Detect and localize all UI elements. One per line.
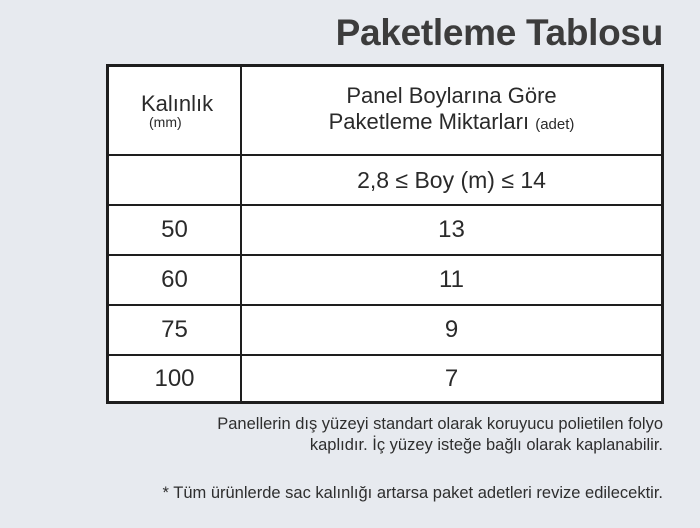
surface-note: [217, 414, 663, 456]
header-thickness-label: Kalınlık: [141, 90, 214, 116]
footnote: * Tüm ürünlerde sac kalınlığı artarsa paket adetleri revize edilecektir.: [162, 484, 663, 502]
header-quantity-line2-wrap: [329, 109, 575, 138]
table-row: [109, 204, 661, 254]
thickness-value: 60: [109, 256, 242, 304]
thickness-value: 75: [109, 306, 242, 354]
table-header-row: [109, 67, 661, 154]
thickness-value: 50: [109, 206, 242, 254]
quantity-value: 11: [439, 266, 464, 293]
quantity-value: 13: [438, 216, 465, 243]
header-quantity-cell: [242, 67, 661, 154]
table-row: [109, 254, 661, 304]
header-quantity-line1: Panel Boylarına Göre: [346, 83, 557, 108]
table-row: [109, 354, 661, 401]
surface-note-line2: kaplıdır. İç yüzey isteğe bağlı olarak kaplanabilir.: [309, 436, 663, 454]
packaging-table: [106, 64, 664, 404]
quantity-value: 9: [444, 316, 459, 343]
surface-note-line1: Panellerin dış yüzeyi standart olarak koruyucu polietilen folyo: [217, 415, 663, 433]
page-title: Paketleme Tablosu: [335, 12, 663, 53]
header-thickness-unit: (mm): [149, 113, 182, 130]
header-quantity-unit: (adet): [535, 116, 575, 133]
table-row: [109, 304, 661, 354]
header-quantity-line2: Paketleme Miktarları: [328, 109, 530, 134]
quantity-value: 7: [444, 364, 459, 392]
header-thickness-cell: [109, 67, 242, 154]
table-range-row: [109, 154, 661, 204]
thickness-value: 100: [109, 356, 242, 401]
range-label: 2,8 ≤ Boy (m) ≤ 14: [357, 166, 546, 193]
range-empty-cell: [109, 156, 242, 204]
